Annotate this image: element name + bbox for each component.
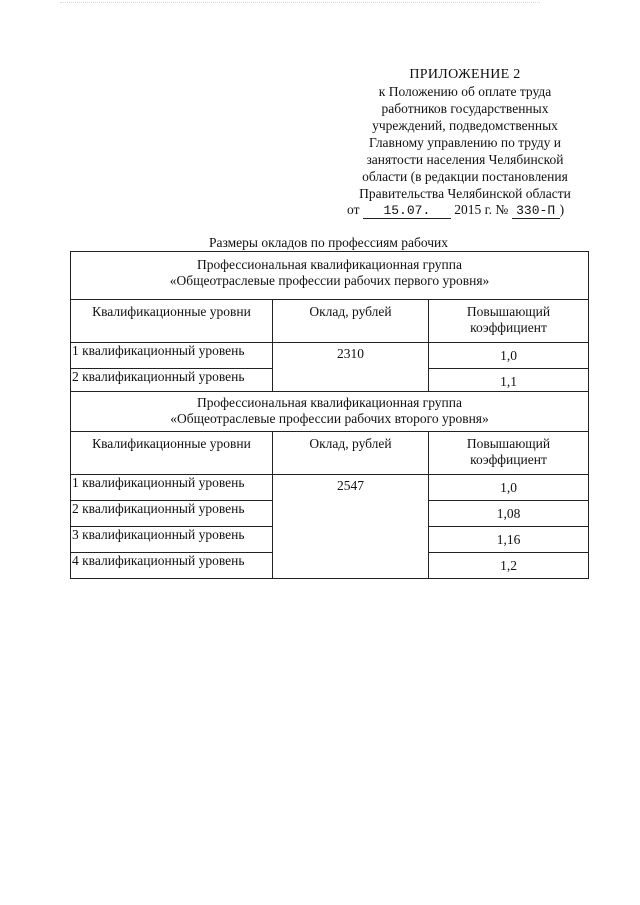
coefficient-cell: 1,2 [429, 553, 589, 579]
year-number-label: 2015 г. № [454, 202, 509, 217]
level-cell: 1 квалификационный уровень [71, 343, 273, 369]
appendix-line: занятости населения Челябинской [366, 152, 564, 167]
table-row [71, 475, 589, 501]
column-header-salary: Оклад, рублей [273, 432, 429, 475]
salary-cell: 2547 [273, 475, 429, 579]
level-cell: 3 квалификационный уровень [71, 527, 273, 553]
level-cell: 2 квалификационный уровень [71, 369, 273, 392]
group-title [71, 252, 589, 300]
level-cell: 4 квалификационный уровень [71, 553, 273, 579]
coef-header-line: Повышающий [466, 304, 551, 319]
handwritten-date: 15.07. [363, 204, 451, 219]
appendix-line: Главному управлению по труду и [369, 135, 561, 150]
coef-header-line: Повышающий [466, 436, 551, 451]
salary-table [70, 251, 589, 579]
closing-paren: ) [559, 202, 565, 217]
column-header-coefficient [429, 300, 589, 343]
appendix-line: работников государственных [381, 101, 549, 116]
appendix-line: учреждений, подведомственных [372, 118, 558, 133]
handwritten-number: 330-П [512, 204, 560, 219]
coefficient-cell: 1,0 [429, 475, 589, 501]
level-cell: 2 квалификационный уровень [71, 501, 273, 527]
table-row [71, 343, 589, 369]
appendix-title: ПРИЛОЖЕНИЕ 2 [409, 67, 521, 82]
group-title-line: «Общеотраслевые профессии рабочих первого уровня» [169, 273, 490, 288]
level-cell: 1 квалификационный уровень [71, 475, 273, 501]
appendix-line: Правительства Челябинской области [359, 186, 571, 201]
table-caption: Размеры окладов по профессиям рабочих [208, 235, 449, 250]
coef-header-line: коэффициент [470, 452, 547, 467]
group-title-line: Профессиональная квалификационная группа [197, 257, 462, 272]
column-header-level: Квалификационные уровни [71, 300, 273, 343]
scan-artifact [60, 2, 540, 7]
appendix-block [340, 66, 590, 202]
coefficient-cell: 1,1 [429, 369, 589, 392]
group-title-line: Профессиональная квалификационная группа [197, 395, 462, 410]
coefficient-cell: 1,16 [429, 527, 589, 553]
group-title [71, 392, 589, 432]
date-prefix: от [347, 202, 360, 217]
coef-header-line: коэффициент [470, 320, 547, 335]
coefficient-cell: 1,08 [429, 501, 589, 527]
column-header-coefficient [429, 432, 589, 475]
decree-date-line [347, 201, 597, 219]
appendix-line: к Положению об оплате труда [378, 84, 552, 99]
column-header-salary: Оклад, рублей [273, 300, 429, 343]
group-title-line: «Общеотраслевые профессии рабочих второго уровня» [170, 411, 489, 426]
appendix-line: области (в редакции постановления [362, 169, 568, 184]
salary-cell: 2310 [273, 343, 429, 392]
column-header-level: Квалификационные уровни [71, 432, 273, 475]
coefficient-cell: 1,0 [429, 343, 589, 369]
